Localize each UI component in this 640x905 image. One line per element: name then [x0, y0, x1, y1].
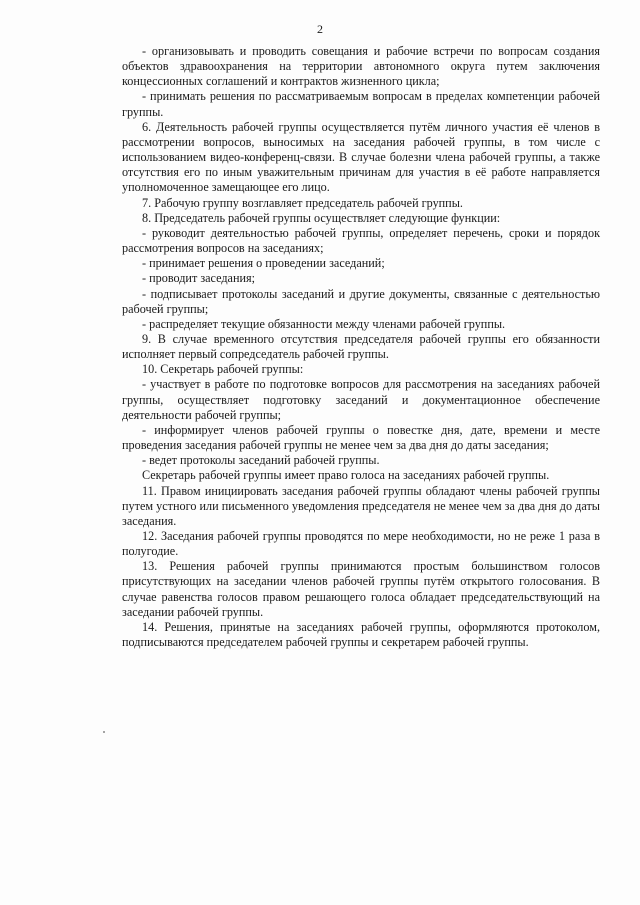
paragraph: - распределяет текущие обязанности между членами рабочей группы.: [142, 316, 506, 331]
paragraph: 10. Секретарь рабочей группы:: [142, 362, 304, 377]
paragraph: 6. Деятельность рабочей группы осуществляется путём личного участия её членов в рассмотрении вопросов, выносимых на заседания рабочей группы, в том числе с использованием видео-конференц-связи. В случае болезни члена рабочей группы, а также отсутствия его по иным уважительным причинам для участия в её работе направляется уполномоченное замещающее его лицо.: [122, 119, 600, 195]
paragraph: 11. Правом инициировать заседания рабочей группы обладают члены рабочей группы путем устного или письменного уведомления председателя не менее чем за два дня до даты заседания.: [122, 483, 600, 528]
paragraph: 13. Решения рабочей группы принимаются простым большинством голосов присутствующих на заседании членов рабочей группы путём открытого голосования. В случае равенства голосов правом решающего голоса обладает председательствующий на заседании рабочей группы.: [122, 559, 600, 619]
paragraph: 7. Рабочую группу возглавляет председатель рабочей группы.: [142, 195, 463, 210]
paragraph: 8. Председатель рабочей группы осуществляет следующие функции:: [142, 210, 501, 225]
paragraph: - участвует в работе по подготовке вопросов для рассмотрения на заседаниях рабочей группы, осуществляет подготовку заседаний и документационное обеспечение деятельности рабочей группы;: [122, 377, 600, 422]
paragraph: Секретарь рабочей группы имеет право голоса на заседаниях рабочей группы.: [142, 468, 550, 483]
paragraph: - информирует членов рабочей группы о повестке дня, дате, времени и месте проведения заседания рабочей группы не менее чем за два дня до даты заседания;: [122, 422, 600, 453]
document-body: [122, 44, 600, 650]
scan-speck: [103, 731, 105, 733]
page-number: 2: [317, 22, 323, 36]
paragraph: - ведет протоколы заседаний рабочей группы.: [142, 453, 380, 468]
paragraph: 12. Заседания рабочей группы проводятся по мере необходимости, но не реже 1 раза в полугодие.: [122, 529, 600, 559]
paragraph: - принимает решения о проведении заседаний;: [142, 256, 385, 271]
paragraph: 9. В случае временного отсутствия председателя рабочей группы его обязанности исполняет первый сопредседатель рабочей группы.: [122, 331, 600, 362]
paragraph: 14. Решения, принятые на заседаниях рабочей группы, оформляются протоколом, подписываются председателем рабочей группы и секретарем рабочей группы.: [122, 619, 600, 650]
paragraph: - руководит деятельностью рабочей группы, определяет перечень, сроки и порядок рассмотрения вопросов на заседаниях;: [122, 225, 600, 256]
paragraph: - принимать решения по рассматриваемым вопросам в пределах компетенции рабочей группы.: [122, 89, 600, 119]
paragraph: - подписывает протоколы заседаний и другие документы, связанные с деятельностью рабочей группы;: [122, 286, 600, 316]
paragraph: - организовывать и проводить совещания и рабочие встречи по вопросам создания объектов здравоохранения на территории автономного округа путем заключения концессионных соглашений и контрактов жизненного цикла;: [122, 44, 600, 89]
paragraph: - проводит заседания;: [142, 271, 256, 286]
